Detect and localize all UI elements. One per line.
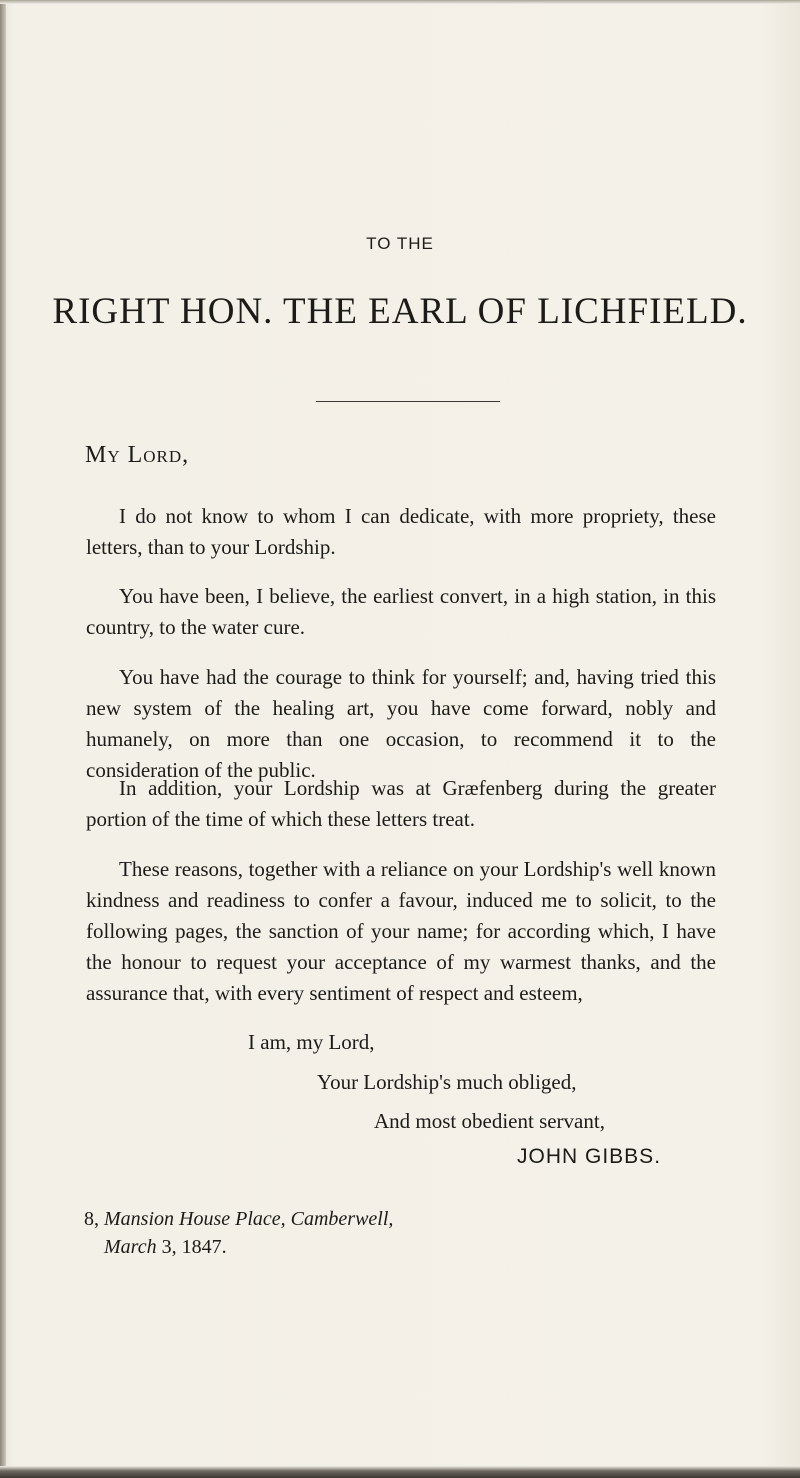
paragraph-1: I do not know to whom I can dedicate, with more propriety, these letters, than to your Lordship. (86, 504, 716, 559)
signature: JOHN GIBBS. (517, 1145, 662, 1168)
address-line (84, 1206, 393, 1233)
address-district: Camberwell, (290, 1208, 394, 1230)
salutation: My Lord, (85, 442, 190, 468)
closing-line-2: Your Lordship's much obliged, (317, 1070, 577, 1094)
closing-line-1: I am, my Lord, (248, 1030, 375, 1054)
divider-rule (316, 401, 500, 402)
date-line (104, 1234, 227, 1261)
paragraph-2: You have been, I believe, the earliest convert, in a high station, in this country, to the water cure. (86, 584, 716, 639)
paragraph-4: In addition, your Lordship was at Græfenberg during the greater portion of the time of which these letters treat. (86, 776, 716, 831)
address-street: Mansion House Place, (104, 1208, 286, 1230)
paragraph-3: You have had the courage to think for yourself; and, having tried this new system of the healing art, you have come forward, nobly and humanely, on more than one occasion, to recommend it to the consideration of the public. (86, 665, 716, 782)
address-number: 8, (84, 1208, 99, 1230)
date-rest: 3, 1847. (161, 1236, 227, 1258)
closing-line-3: And most obedient servant, (374, 1109, 605, 1133)
page-bottom-edge (0, 1466, 800, 1478)
page-top-edge (0, 0, 800, 4)
dedication-to-the: TO THE (366, 234, 434, 253)
dedication-recipient: RIGHT HON. THE EARL OF LICHFIELD. (52, 291, 748, 332)
paragraph-5: These reasons, together with a reliance on your Lordship's well known kindness and readiness to confer a favour, induced me to solicit, to the following pages, the sanction of your name; for according which, I have the honour to request your acceptance of my warmest thanks, and the assurance that, with every sentiment of respect and esteem, (86, 857, 716, 1005)
date-month: March (104, 1236, 157, 1258)
page-left-edge (0, 0, 6, 1478)
